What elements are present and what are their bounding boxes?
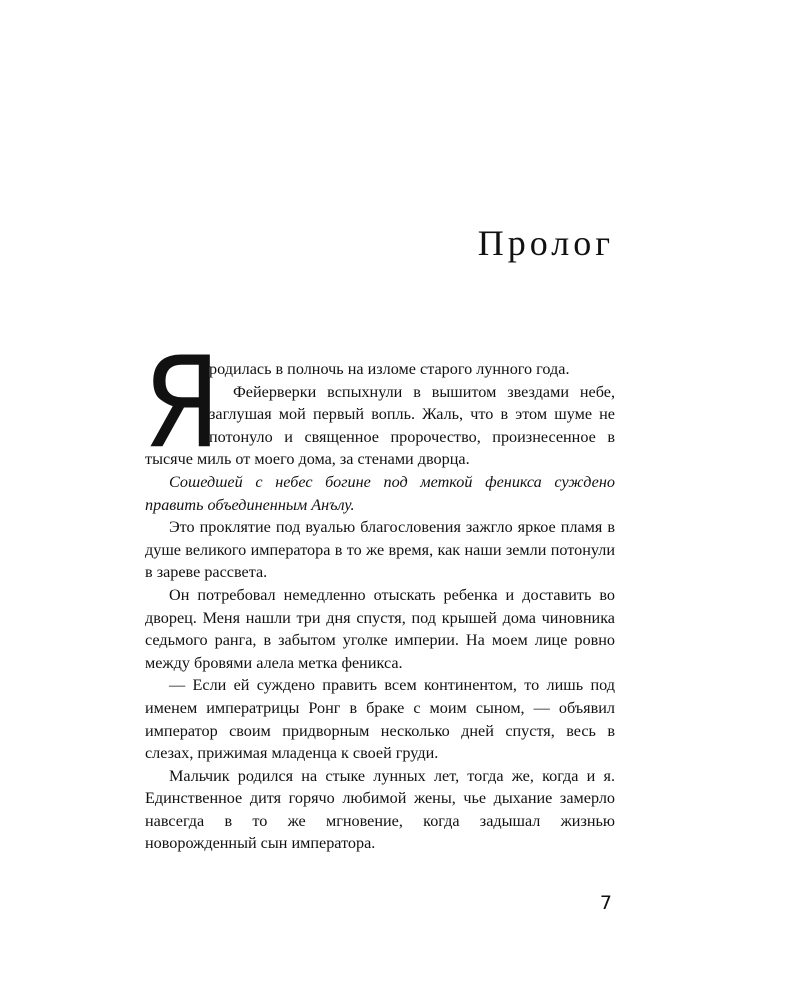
chapter-title: Пролог: [477, 223, 614, 263]
paragraph-7: Мальчик родился на стыке лунных лет, тогда же, когда и я. Единственное дитя горячо любимой жены, чье дыхание замерло навсегда в то же мгновение, когда задышал жизнью новорожденный сын императора.: [145, 766, 615, 853]
page-number: 7: [599, 892, 612, 914]
paragraph-6: — Если ей суждено править всем континентом, то лишь под именем императрицы Ронг в браке с моим сыном, — объявил император своим придворным несколько дней спустя, весь в слезах, прижимая младенца к своей груди.: [145, 676, 615, 763]
body-text: [143, 331, 615, 855]
paragraph-5: Он потребовал немедленно отыскать ребенка и доставить во дворец. Меня нашли три дня спустя, под крышей дома чиновника седьмого ранга, в забытом уголке империи. На моем лице ровно между бровями алела метка феникса.: [145, 585, 615, 672]
paragraph-2: Фейерверки вспыхнули в вышитом звездами небе, заглушая мой первый вопль. Жаль, что в этом шуме не потонуло и священное пророчество, произнесенное в тысяче миль от моего дома, за стенами дворца.: [145, 382, 615, 469]
paragraph-4: Это проклятие под вуалью благословения зажгло яркое пламя в душе великого императора в то же время, как наши земли потонули в зареве рассвета.: [145, 518, 615, 582]
prophecy-paragraph: Сошедшей с небес богине под меткой феникса суждено править объединенным Анълу.: [145, 472, 615, 514]
paragraph-1-text: родилась в полночь на изломе старого лунного года.: [209, 360, 570, 378]
drop-cap-letter: Я: [143, 331, 221, 477]
